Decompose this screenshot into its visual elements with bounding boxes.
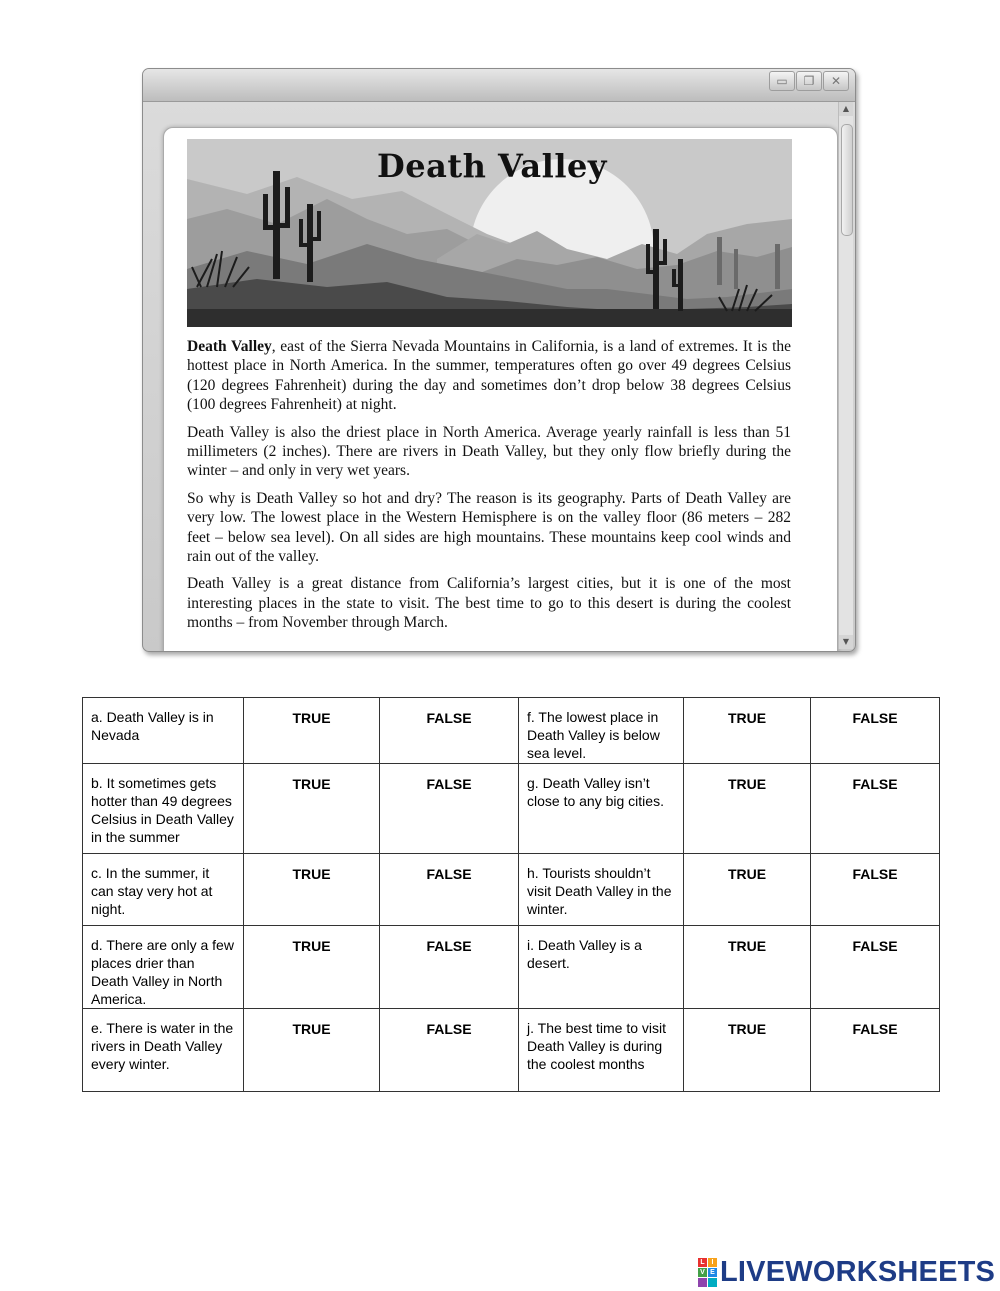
true-option-c[interactable]: TRUE bbox=[244, 854, 380, 926]
statement-c: c. In the summer, it can stay very hot at night. bbox=[83, 854, 244, 926]
false-option-i[interactable]: FALSE bbox=[811, 926, 940, 1009]
close-button[interactable]: ✕ bbox=[823, 71, 849, 91]
false-option-g[interactable]: FALSE bbox=[811, 764, 940, 854]
table-row bbox=[83, 1009, 940, 1092]
table-row bbox=[83, 926, 940, 1009]
statement-e: e. There is water in the rivers in Death Valley every winter. bbox=[83, 1009, 244, 1092]
minimize-button[interactable]: ▭ bbox=[769, 71, 795, 91]
paragraph-2: Death Valley is also the driest place in North America. Average yearly rainfall is less than 51 millimeters (2 inches). There are rivers in Death Valley, but they only flow briefly during the winter – and only in very wet years. bbox=[187, 423, 791, 480]
true-option-d[interactable]: TRUE bbox=[244, 926, 380, 1009]
logo-block-v: V bbox=[698, 1268, 707, 1277]
statement-a: a. Death Valley is in Nevada bbox=[83, 698, 244, 764]
paragraph-1-text: , east of the Sierra Nevada Mountains in California, is a land of extremes. It is the hottest place in North America. In the summer, temperatures often go over 49 degrees Celsius (120 degrees Fahrenheit) during the day and sometimes don’t drop below 38 degrees Celsius (100 degrees Fahrenheit) at night. bbox=[187, 338, 792, 414]
logo-block-l: L bbox=[698, 1258, 707, 1267]
banner-illustration bbox=[187, 139, 792, 327]
logo-block-6 bbox=[708, 1278, 717, 1287]
false-option-a[interactable]: FALSE bbox=[380, 698, 519, 764]
false-option-c[interactable]: FALSE bbox=[380, 854, 519, 926]
true-option-f[interactable]: TRUE bbox=[684, 698, 811, 764]
article-text bbox=[187, 337, 791, 641]
true-option-j[interactable]: TRUE bbox=[684, 1009, 811, 1092]
logo-block-5 bbox=[698, 1278, 707, 1287]
false-option-b[interactable]: FALSE bbox=[380, 764, 519, 854]
statement-g: g. Death Valley isn’t close to any big cities. bbox=[519, 764, 684, 854]
scroll-down-arrow[interactable]: ▼ bbox=[839, 635, 853, 649]
table-row bbox=[83, 764, 940, 854]
vertical-scrollbar[interactable] bbox=[838, 102, 853, 649]
true-false-table bbox=[82, 697, 940, 1092]
true-option-g[interactable]: TRUE bbox=[684, 764, 811, 854]
statement-j: j. The best time to visit Death Valley is during the coolest months bbox=[519, 1009, 684, 1092]
paragraph-4: Death Valley is a great distance from California’s largest cities, but it is one of the most interesting places in the state to visit. The best time to go to this desert is during the coolest months – from November through March. bbox=[187, 575, 791, 632]
statement-f: f. The lowest place in Death Valley is below sea level. bbox=[519, 698, 684, 764]
false-option-j[interactable]: FALSE bbox=[811, 1009, 940, 1092]
scroll-thumb[interactable] bbox=[841, 124, 853, 236]
maximize-button[interactable]: ❐ bbox=[796, 71, 822, 91]
statement-h: h. Tourists shouldn’t visit Death Valley in the winter. bbox=[519, 854, 684, 926]
logo-block-i: I bbox=[708, 1258, 717, 1267]
logo-block-e: E bbox=[708, 1268, 717, 1277]
browser-window bbox=[142, 68, 856, 652]
table-row bbox=[83, 698, 940, 764]
liveworksheets-logo bbox=[698, 1256, 995, 1289]
paragraph-3: So why is Death Valley so hot and dry? The reason is its geography. Parts of Death Valley are very low. The lowest place in the Western Hemisphere is on the valley floor (86 meters – 282 feet – below sea level). On all sides are high mountains. These mountains keep cool winds and rain out of the valley. bbox=[187, 489, 791, 566]
true-option-e[interactable]: TRUE bbox=[244, 1009, 380, 1092]
false-option-d[interactable]: FALSE bbox=[380, 926, 519, 1009]
table-row bbox=[83, 854, 940, 926]
article-lead-term: Death Valley bbox=[187, 338, 272, 355]
statement-i: i. Death Valley is a desert. bbox=[519, 926, 684, 1009]
window-titlebar bbox=[143, 69, 855, 102]
true-option-i[interactable]: TRUE bbox=[684, 926, 811, 1009]
banner-title: Death Valley bbox=[377, 147, 607, 185]
logo-text: LIVEWORKSHEETS bbox=[720, 1256, 996, 1288]
scroll-up-arrow[interactable]: ▲ bbox=[839, 102, 853, 116]
true-option-a[interactable]: TRUE bbox=[244, 698, 380, 764]
true-option-h[interactable]: TRUE bbox=[684, 854, 811, 926]
logo-mark-icon bbox=[698, 1258, 717, 1287]
false-option-f[interactable]: FALSE bbox=[811, 698, 940, 764]
statement-d: d. There are only a few places drier than Death Valley in North America. bbox=[83, 926, 244, 1009]
window-controls bbox=[768, 71, 849, 91]
true-option-b[interactable]: TRUE bbox=[244, 764, 380, 854]
false-option-e[interactable]: FALSE bbox=[380, 1009, 519, 1092]
false-option-h[interactable]: FALSE bbox=[811, 854, 940, 926]
paragraph-1 bbox=[187, 337, 791, 415]
statement-b: b. It sometimes gets hotter than 49 degrees Celsius in Death Valley in the summer bbox=[83, 764, 244, 854]
